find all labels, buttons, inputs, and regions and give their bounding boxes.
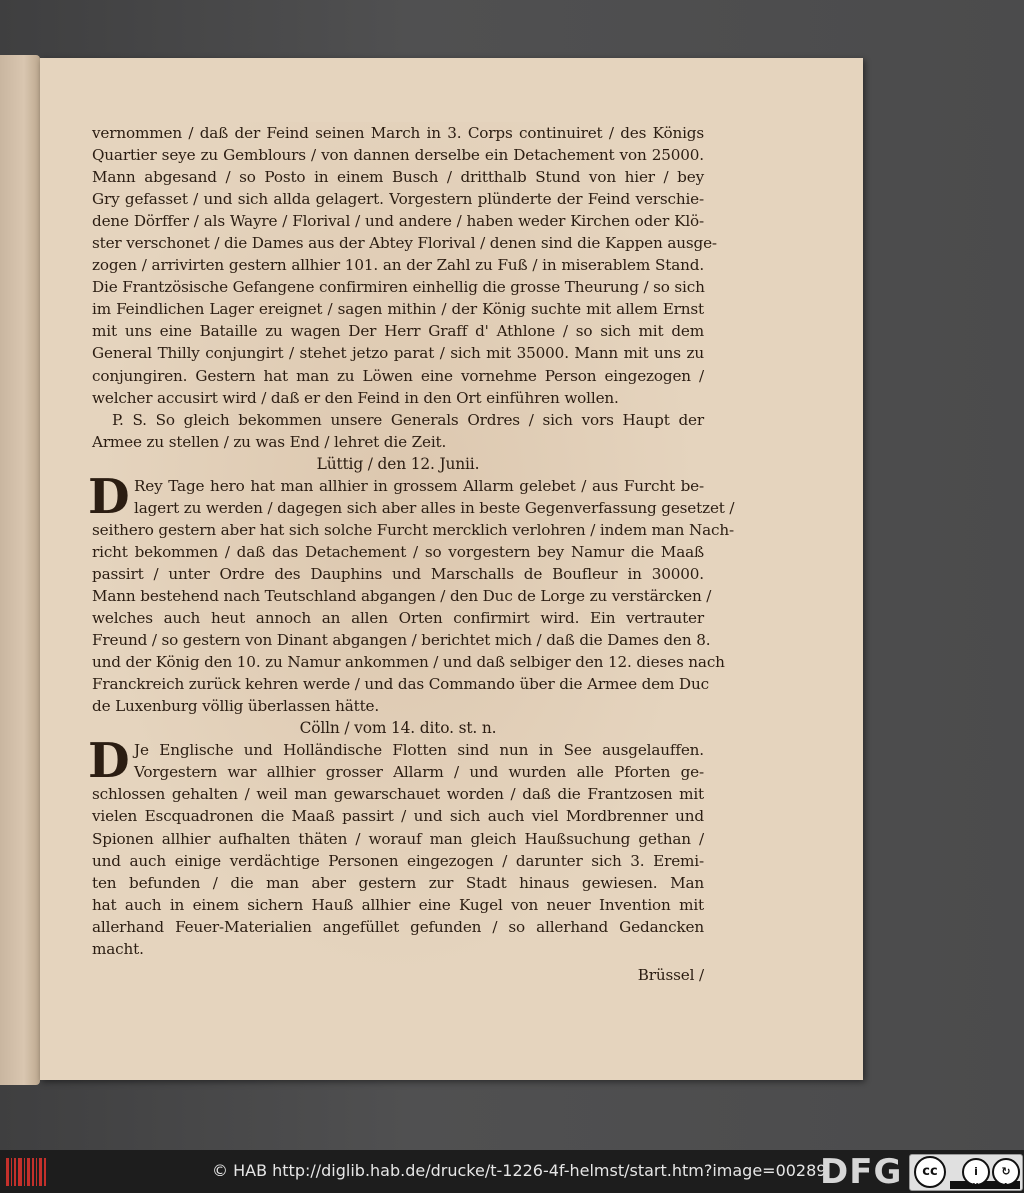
cc-icon: cc (914, 1156, 946, 1188)
postscript-line: Armee zu stellen / zu was End / lehret die Zeit. (92, 432, 447, 451)
text-line: conjungiren. Gestern hat man zu Löwen eine vornehme Person eingezogen / (92, 366, 704, 385)
text-line: passirt / unter Ordre des Dauphins und Marschalls de Boufleur in 30000. (92, 564, 704, 583)
dateline-heading-coelln: Cölln / vom 14. dito. st. n. (299, 719, 497, 738)
text-line: richt bekommen / daß das Detachement / so vorgestern bey Namur die Maaß (92, 542, 704, 561)
text-line: allerhand Feuer-Materialien angefüllet gefunden / so allerhand Gedancken (92, 917, 704, 936)
text-line: Mann abgesand / so Posto in einem Busch / dritthalb Stund von hier / bey (92, 168, 704, 187)
text-line: macht. (92, 939, 144, 958)
text-line: vielen Escquadronen die Maaß passirt / und sich auch viel Mordbrenner und (92, 807, 704, 826)
page-text (88, 122, 735, 986)
drop-cap: D (88, 733, 130, 790)
text-line: welches auch heut annoch an allen Orten confirmirt wird. Ein vertrauter (92, 609, 704, 628)
dateline-heading-luettig: Lüttig / den 12. Junii. (316, 454, 480, 473)
drop-cap: D (88, 468, 130, 525)
text-line: seithero gestern aber hat sich solche Furcht mercklich verlohren / indem man Nach- (92, 520, 734, 539)
text-line: Mann bestehend nach Teutschland abgangen / den Duc de Lorge zu verstärcken / (92, 586, 712, 605)
section-luettig (88, 468, 735, 718)
dfg-logo[interactable]: DFG (820, 1152, 903, 1192)
sa-label: SA (998, 1182, 1009, 1190)
previous-page-edge (0, 55, 40, 1085)
attribution-icon: i (962, 1158, 990, 1186)
text-line: schlossen gehalten / weil man gewarschauet worden / daß die Frantzosen mit (92, 785, 704, 804)
text-line: und auch einige verdächtige Personen eingezogen / darunter sich 3. Eremi- (92, 851, 704, 870)
text-line: Rey Tage hero hat man allhier in grossem Allarm gelebet / aus Furcht be- (134, 476, 704, 495)
text-line: Spionen allhier aufhalten thäten / worauf man gleich Haußsuchung gethan / (92, 829, 704, 848)
text-line: und der König den 10. zu Namur ankommen / und daß selbiger den 12. dieses nach (92, 653, 725, 672)
text-line: dene Dörffer / als Wayre / Florival / und andere / haben weder Kirchen oder Klö- (92, 212, 704, 231)
text-line: General Thilly conjungirt / stehet jetzo parat / sich mit 35000. Mann mit uns zu (92, 344, 704, 363)
section-coelln (88, 733, 704, 959)
text-line: mit uns eine Bataille zu wagen Der Herr Graff d' Athlone / so sich mit dem (92, 322, 704, 341)
text-line: lagert zu werden / dagegen sich aber alles in beste Gegenverfassung gesetzet / (134, 498, 735, 517)
text-line: welcher accusirt wird / daß er den Feind in den Ort einführen wollen. (92, 388, 619, 407)
text-line: Vorgestern war allhier grosser Allarm / und wurden alle Pforten ge- (134, 763, 704, 782)
document-page (40, 58, 863, 1080)
share-alike-icon: ↻ (992, 1158, 1020, 1186)
text-line: zogen / arrivirten gestern allhier 101. an der Zahl zu Fuß / in miserablem Stand. (92, 256, 704, 275)
postscript-line: P. S. So gleich bekommen unsere Generals Ordres / sich vors Haupt der (112, 410, 704, 429)
text-line: im Feindlichen Lager ereignet / sagen mithin / der König suchte mit allem Ernst (92, 300, 704, 319)
text-line: Je Englische und Holländische Flotten sind nun in See ausgelauffen. (134, 741, 704, 760)
text-line: vernommen / daß der Feind seinen March in 3. Corps continuiret / des Königs (92, 124, 704, 142)
by-label: BY (968, 1182, 979, 1190)
viewer-footer (0, 1150, 1024, 1193)
text-line: de Luxenburg völlig überlassen hätte. (92, 697, 380, 716)
text-line: Franckreich zurück kehren werde / und das Commando über die Armee dem Duc (92, 675, 709, 694)
text-line: ster verschonet / die Dames aus der Abtey Florival / denen sind die Kappen ausge- (92, 234, 717, 253)
text-line: hat auch in einem sichern Hauß allhier eine Kugel von neuer Invention mit (92, 895, 704, 914)
cc-license-badge[interactable] (909, 1154, 1023, 1191)
barcode-icon (6, 1158, 46, 1186)
copyright-link[interactable]: © HAB http://diglib.hab.de/drucke/t-1226-4f-helmst/start.htm?image=00289 (212, 1161, 827, 1180)
text-line: Freund / so gestern von Dinant abgangen / berichtet mich / daß die Dames den 8. (92, 631, 711, 650)
text-line: Quartier seye zu Gemblours / von dannen derselbe ein Detachement von 25000. (92, 146, 704, 165)
text-line: ten befunden / die man aber gestern zur Stadt hinaus gewiesen. Man (92, 873, 704, 892)
text-line: Die Frantzösische Gefangene confirmiren einhellig die grosse Theurung / so sich (92, 278, 705, 297)
text-line: Gry gefasset / und sich allda gelagert. Vorgestern plünderte der Feind verschie- (92, 190, 704, 209)
catchword: Brüssel / (637, 965, 704, 984)
